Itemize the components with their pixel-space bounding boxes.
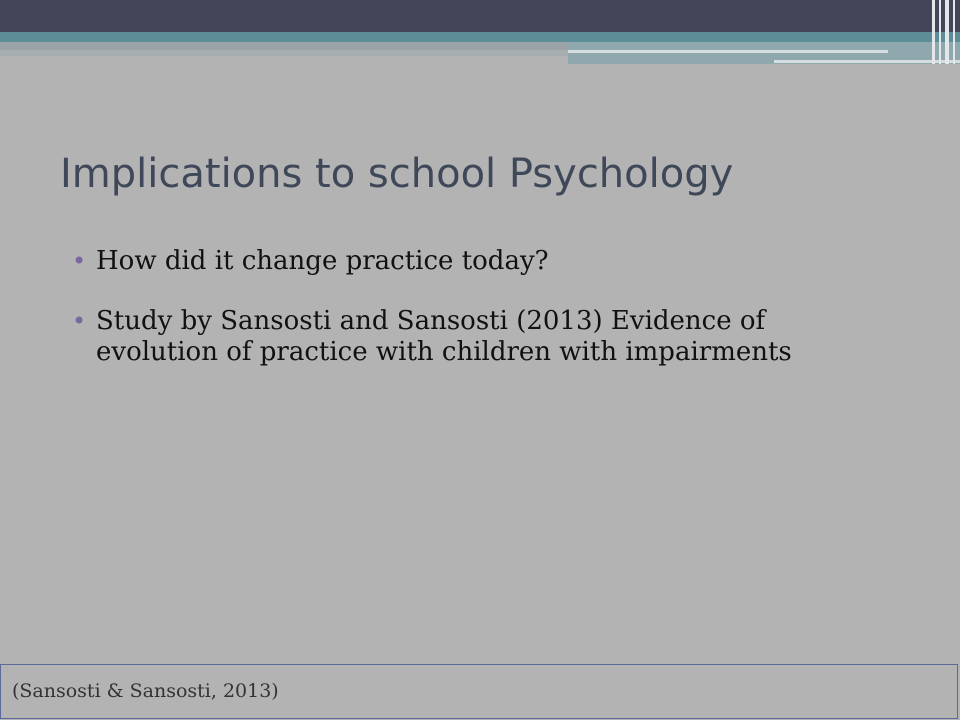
top-grey-band-left [0, 50, 568, 56]
top-decorative-band [0, 0, 960, 32]
bullet-item [72, 246, 892, 278]
bullet-item [72, 306, 892, 369]
top-accent-band [0, 32, 960, 42]
citation-footer [0, 664, 958, 719]
bullet-dot-icon: • [72, 247, 87, 275]
citation-text: (Sansosti & Sansosti, 2013) [12, 680, 279, 702]
bullet-dot-icon: • [72, 306, 87, 335]
top-highlight-line [568, 50, 888, 53]
slide-title: Implications to school Psychology [60, 151, 734, 197]
corner-stripes-decoration [930, 0, 960, 64]
bullet-list [72, 246, 892, 397]
bullet-text: Study by Sansosti and Sansosti (2013) Evidence of evolution of practice with children with impairments [96, 305, 792, 368]
bullet-text: How did it change practice today? [96, 246, 549, 276]
